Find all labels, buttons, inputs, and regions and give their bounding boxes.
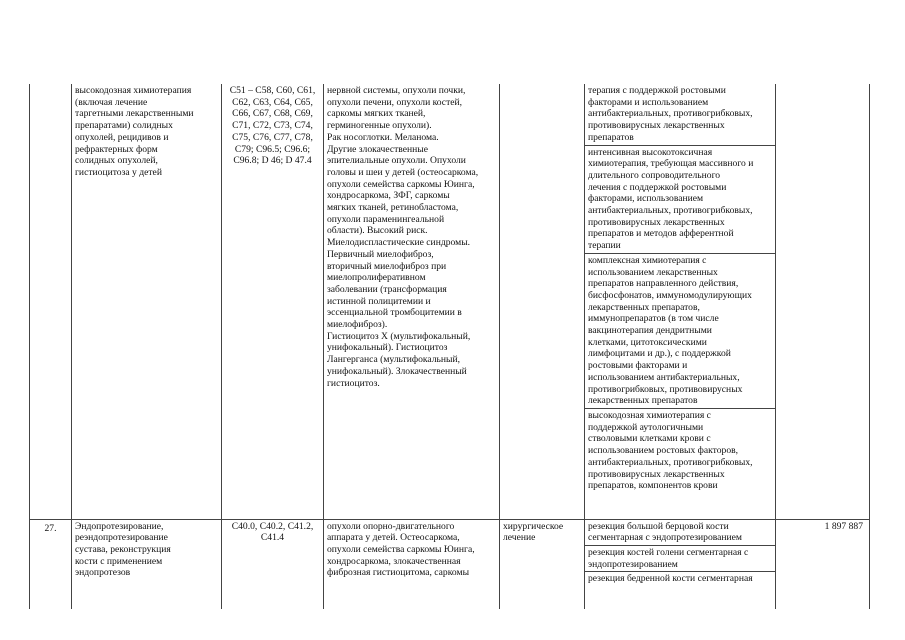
text-line: использованием лекарственных xyxy=(588,266,718,278)
text-line: фиброзная гистиоцитома, саркомы xyxy=(327,567,470,579)
text-line: использованием антибактериальных, xyxy=(588,371,740,383)
text-line: опухоли семейства саркомы Юинга, xyxy=(327,178,475,190)
text-line: нервной системы, опухоли почки, xyxy=(327,85,466,96)
text-line: лекарственных препаратов xyxy=(588,395,698,407)
disease-model-text xyxy=(327,521,496,580)
text-line: противогрибковых, противовирусных xyxy=(588,383,743,395)
text-line: истинной полицитемии и xyxy=(327,295,431,307)
text-line: интенсивная высокотоксичная xyxy=(588,146,713,158)
icd-code-text xyxy=(225,85,320,167)
text-line: Лангерганса (мультифокальный, xyxy=(327,354,461,366)
treatment-method-item xyxy=(585,408,775,493)
text-line: C71, C72, C73, C74, xyxy=(232,120,313,132)
treatment-method-cell xyxy=(585,519,776,609)
text-line: ростовыми факторами и xyxy=(588,360,688,372)
text-line: препаратов и методов афферентной xyxy=(588,228,734,240)
text-line: сегментарная с эндопротезированием xyxy=(588,532,743,544)
icd-code-text xyxy=(225,521,320,544)
text-line: антибактериальных, противогрибковых, xyxy=(588,108,753,120)
text-line: кости с применением xyxy=(75,555,163,567)
text-line: опухоли семейства саркомы Юинга, xyxy=(327,543,475,555)
text-line: опухоли параменингеальной xyxy=(327,213,445,225)
text-line: унифокальный). Гистиоцитоз xyxy=(327,342,448,354)
text-line: Эндопротезирование, xyxy=(75,520,164,532)
text-line: C62, C63, C64, C65, xyxy=(232,96,313,108)
text-line: C79; C96.5; C96.6; xyxy=(234,143,311,155)
care-type-cell xyxy=(72,519,222,609)
text-line: Другие злокачественные xyxy=(327,143,428,155)
text-line: препаратов, компонентов крови xyxy=(588,480,718,492)
text-line: Гистиоцитоз Х (мультифокальный, xyxy=(327,330,471,342)
text-line: эссенциальной тромбоцитемии в xyxy=(327,307,462,319)
text-line: C75, C76, C77, C78, xyxy=(232,131,313,143)
text-line: хондросаркома, ЗФГ, саркомы xyxy=(327,190,450,202)
text-line: использованием ростовых факторов, xyxy=(588,445,739,457)
text-line: противовирусных лекарственных xyxy=(588,468,725,480)
text-line: герминогенные опухоли). xyxy=(327,120,432,132)
treatment-method-item xyxy=(585,145,775,253)
text-line: опухоли опорно-двигательного xyxy=(327,520,455,532)
care-type-text xyxy=(75,521,218,580)
treatment-method-item xyxy=(585,253,775,408)
treatment-method-list xyxy=(585,520,775,587)
text-line: иммунопрепаратов (в том числе xyxy=(588,313,719,325)
medical-care-table xyxy=(29,84,870,609)
treatment-method-item xyxy=(585,545,775,571)
text-line: рефрактерных форм xyxy=(75,143,158,155)
treatment-type-cell xyxy=(500,519,585,609)
text-line: гистиоцитоз. xyxy=(327,377,380,389)
cost-norm-cell xyxy=(776,519,870,609)
text-line: антибактериальных, противогрибковых, xyxy=(588,205,753,217)
text-line: области). Высокий риск. xyxy=(327,225,428,237)
table-row xyxy=(30,519,870,609)
text-line: хирургическое xyxy=(503,520,564,532)
text-line: гистиоцитоза у детей xyxy=(75,166,162,178)
row-number: 27. xyxy=(44,522,57,534)
text-line: препаратов xyxy=(588,131,634,143)
number-cell xyxy=(30,84,72,519)
text-line: эндопротезированием xyxy=(588,558,678,570)
disease-model-cell xyxy=(324,519,500,609)
text-line: аппарата у детей. Остеосаркома, xyxy=(327,532,460,544)
table-row xyxy=(30,84,870,519)
text-line: комплексная химиотерапия с xyxy=(588,254,707,266)
cost-norm-cell xyxy=(776,84,870,519)
treatment-method-list xyxy=(585,84,775,493)
text-line: C41.4 xyxy=(260,532,285,544)
text-line: таргетными лекарственными xyxy=(75,108,194,120)
text-line: высокодозная химиотерапия с xyxy=(588,409,711,421)
text-line: вторичный миелофиброз при xyxy=(327,260,447,272)
text-line: противовирусных лекарственных xyxy=(588,216,725,228)
text-line: поддержкой аутологичными xyxy=(588,421,704,433)
text-line: опухолей, рецидивов и xyxy=(75,131,169,143)
treatment-method-item xyxy=(585,84,775,145)
number-cell xyxy=(30,519,72,609)
text-line: препаратами) солидных xyxy=(75,120,173,132)
text-line: саркомы мягких тканей, xyxy=(327,108,426,120)
text-line: хондросаркома, злокачественная xyxy=(327,555,461,567)
text-line: эндопротезов xyxy=(75,567,131,579)
text-line: терапии xyxy=(588,240,621,252)
text-line: клетками, цитотоксическими xyxy=(588,336,707,348)
text-line: лечение xyxy=(503,532,536,544)
text-line: C96.8; D 46; D 47.4 xyxy=(233,155,312,167)
text-line: мягких тканей, ретинобластома, xyxy=(327,202,459,214)
icd-code-cell xyxy=(222,519,324,609)
icd-code-cell xyxy=(222,84,324,519)
treatment-method-item xyxy=(585,571,775,586)
text-line: вакцинотерапия дендритными xyxy=(588,325,712,337)
text-line: лечения с поддержкой ростовыми xyxy=(588,181,727,193)
text-line: факторами и использованием xyxy=(588,96,709,108)
text-line: химиотерапия, требующая массивного и xyxy=(588,158,754,170)
text-line: унифокальный). Злокачественный xyxy=(327,365,467,377)
treatment-method-item xyxy=(585,520,775,545)
text-line: эпителиальные опухоли. Опухоли xyxy=(327,155,466,167)
text-line: (включая лечение xyxy=(75,96,148,108)
care-type-text xyxy=(75,85,218,179)
treatment-type-text xyxy=(503,521,581,544)
treatment-method-cell xyxy=(585,84,776,519)
text-line: лимфоцитами и др.), с поддержкой xyxy=(588,348,731,360)
text-line: опухоли печени, опухоли костей, xyxy=(327,96,463,108)
text-line: лекарственных препаратов, xyxy=(588,301,700,313)
text-line: резекция большой берцовой кости xyxy=(588,520,729,532)
treatment-type-cell xyxy=(500,84,585,519)
text-line: противовирусных лекарственных xyxy=(588,120,725,132)
text-line: C51 – C58, C60, C61, xyxy=(229,85,316,96)
text-line: C40.0, C40.2, C41.2, xyxy=(231,520,314,532)
text-line: терапия с поддержкой ростовыми xyxy=(588,85,726,96)
text-line: Миелодиспластические синдромы. xyxy=(327,237,471,249)
text-line: миелопролиферативном xyxy=(327,272,426,284)
cost-norm-value: 1 897 887 xyxy=(824,520,863,532)
text-line: заболевании (трансформация xyxy=(327,283,447,295)
text-line: C66, C67, C68, C69, xyxy=(232,108,313,120)
text-line: миелофиброз). xyxy=(327,319,388,331)
text-line: факторами, использованием xyxy=(588,193,704,205)
text-line: резекция бедренной кости сегментарная xyxy=(588,573,753,585)
text-line: препаратов направленного действия, xyxy=(588,278,739,290)
care-type-cell xyxy=(72,84,222,519)
text-line: высокодозная химиотерапия xyxy=(75,85,192,96)
text-line: Рак носоглотки. Меланома. xyxy=(327,131,439,143)
text-line: резекция костей голени сегментарная с xyxy=(588,546,749,558)
text-line: солидных опухолей, xyxy=(75,155,158,167)
text-line: стволовыми клетками крови с xyxy=(588,433,711,445)
text-line: головы и шеи у детей (остеосаркома, xyxy=(327,166,479,178)
text-line: сустава, реконструкция xyxy=(75,543,171,555)
disease-model-cell xyxy=(324,84,500,519)
text-line: длительного сопроводительного xyxy=(588,169,721,181)
text-line: антибактериальных, противогрибковых, xyxy=(588,456,753,468)
text-line: Первичный миелофиброз, xyxy=(327,248,434,260)
disease-model-text xyxy=(327,85,496,389)
text-line: реэндопротезирование xyxy=(75,532,168,544)
text-line: бисфосфонатов, иммуномодулирующих xyxy=(588,289,752,301)
